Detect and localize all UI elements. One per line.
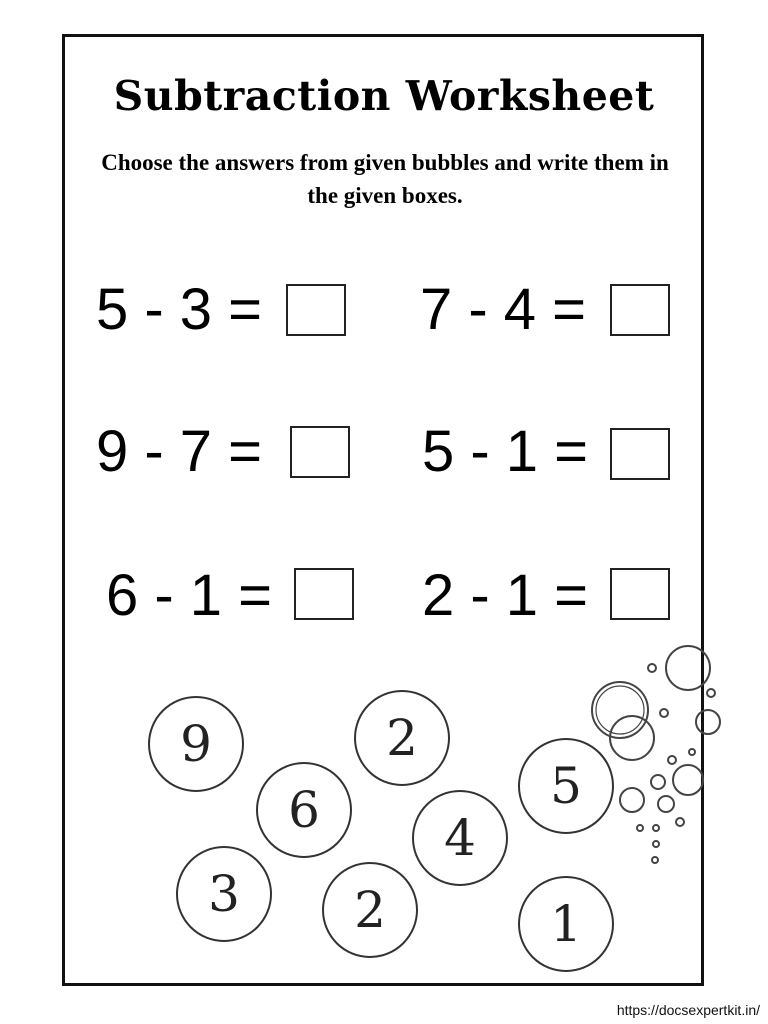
answer-bubble-9[interactable]: 9 [148, 696, 244, 792]
answer-box-2[interactable] [610, 284, 670, 336]
instructions-text: Choose the answers from given bubbles and write them in the given boxes. [101, 150, 669, 208]
answer-box-5[interactable] [294, 568, 354, 620]
answer-bubble-5[interactable]: 5 [518, 738, 614, 834]
answer-bubble-1[interactable]: 1 [518, 876, 614, 972]
answer-bubble-2-bottom[interactable]: 2 [322, 862, 418, 958]
problem-1: 5 - 3 = [96, 277, 263, 342]
answer-bubble-3[interactable]: 3 [176, 846, 272, 942]
page-title: Subtraction Worksheet [113, 72, 655, 120]
answer-box-1[interactable] [286, 284, 346, 336]
answer-bubble-6[interactable]: 6 [256, 762, 352, 858]
answer-box-6[interactable] [610, 568, 670, 620]
problem-5: 6 - 1 = [106, 563, 273, 628]
answer-bubble-2-top[interactable]: 2 [354, 690, 450, 786]
problem-6: 2 - 1 = [422, 563, 589, 628]
problem-3: 9 - 7 = [96, 419, 263, 484]
footer-url[interactable]: https://docsexpertkit.in/ [616, 1002, 760, 1018]
answer-box-3[interactable] [290, 426, 350, 478]
answer-box-4[interactable] [610, 428, 670, 480]
problem-2: 7 - 4 = [420, 277, 587, 342]
problem-4: 5 - 1 = [422, 419, 589, 484]
answer-bubble-4[interactable]: 4 [412, 790, 508, 886]
